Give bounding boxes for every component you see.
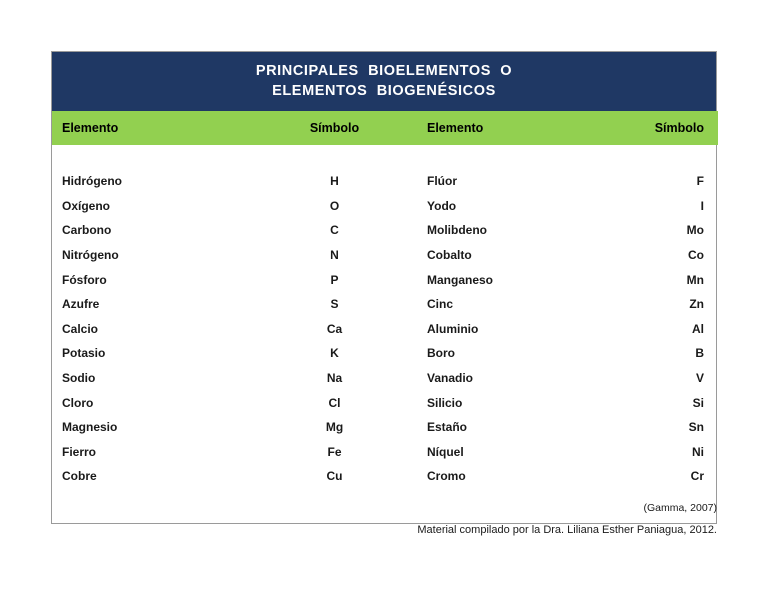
element-symbol: Cu [326, 469, 343, 484]
table-row [52, 341, 718, 366]
element-name: Fierro [62, 444, 97, 459]
element-symbol: Ni [692, 444, 704, 459]
element-name: Flúor [427, 174, 457, 189]
element-name: Boro [427, 346, 455, 361]
table-row [52, 292, 718, 317]
element-symbol: Mg [325, 420, 344, 435]
element-name: Estaño [427, 420, 468, 435]
element-name: Vanadio [427, 371, 474, 386]
element-name: Hidrógeno [62, 174, 122, 189]
table-row [52, 267, 718, 292]
element-symbol: Si [692, 395, 704, 410]
table-row [52, 366, 718, 391]
column-header-symbol-left: Símbolo [252, 111, 417, 145]
table-row [52, 243, 718, 268]
element-symbol: K [330, 346, 339, 361]
element-symbol: Cr [690, 469, 704, 484]
column-header-element-right: Elemento [417, 111, 607, 145]
compilation-credit: Material compilado por la Dra. Liliana Esther Paniagua, 2012. [417, 524, 717, 536]
element-name: Sodio [62, 371, 96, 386]
element-name: Níquel [427, 444, 464, 459]
bioelements-table-container [51, 51, 717, 524]
table-row [52, 194, 718, 219]
element-symbol: Na [326, 371, 343, 386]
element-symbol: N [330, 248, 339, 263]
table-spacer-row [52, 145, 718, 169]
column-header-symbol-right: Símbolo [607, 111, 718, 145]
element-symbol: Fe [327, 444, 342, 459]
element-name: Cobalto [427, 248, 472, 263]
element-symbol: H [330, 174, 339, 189]
element-name: Cromo [427, 469, 466, 484]
table-row [52, 317, 718, 342]
element-symbol: O [329, 198, 340, 213]
table-title [52, 52, 716, 111]
table-row [52, 169, 718, 194]
table-header-row [52, 111, 718, 145]
element-symbol: V [695, 371, 704, 386]
table-title-line-1: PRINCIPALES BIOELEMENTOS O [255, 63, 513, 79]
element-name: Yodo [427, 198, 457, 213]
element-name: Fósforo [62, 272, 107, 287]
element-name: Nitrógeno [62, 248, 119, 263]
element-symbol: S [330, 297, 339, 312]
element-name: Molibdeno [427, 223, 487, 238]
element-symbol: Sn [688, 420, 704, 435]
element-name: Cloro [62, 395, 94, 410]
element-symbol: Al [692, 321, 704, 336]
element-symbol: F [696, 174, 704, 189]
element-name: Carbono [62, 223, 112, 238]
element-name: Cobre [62, 469, 97, 484]
source-citation: (Gamma, 2007) [643, 502, 717, 514]
element-symbol: Mn [686, 272, 704, 287]
element-name: Potasio [62, 346, 106, 361]
element-symbol: Mo [686, 223, 704, 238]
element-symbol: C [330, 223, 339, 238]
element-name: Cinc [427, 297, 454, 312]
bioelements-table [52, 111, 718, 523]
table-row [52, 218, 718, 243]
element-name: Calcio [62, 321, 99, 336]
element-symbol: Cl [328, 395, 341, 410]
table-row [52, 415, 718, 440]
table-row [52, 440, 718, 465]
element-name: Magnesio [62, 420, 118, 435]
element-symbol: Ca [326, 321, 343, 336]
element-symbol: Zn [689, 297, 704, 312]
column-header-element-left: Elemento [52, 111, 252, 145]
element-name: Silicio [427, 395, 463, 410]
element-name: Azufre [62, 297, 100, 312]
element-name: Aluminio [427, 321, 479, 336]
element-symbol: P [330, 272, 339, 287]
table-title-line-2: ELEMENTOS BIOGENÉSICOS [272, 83, 496, 99]
table-row [52, 464, 718, 489]
element-symbol: Co [688, 248, 704, 263]
table-body [52, 145, 718, 523]
element-name: Manganeso [427, 272, 494, 287]
element-symbol: I [700, 198, 704, 213]
element-name: Oxígeno [62, 198, 111, 213]
element-symbol: B [695, 346, 704, 361]
table-row [52, 390, 718, 415]
